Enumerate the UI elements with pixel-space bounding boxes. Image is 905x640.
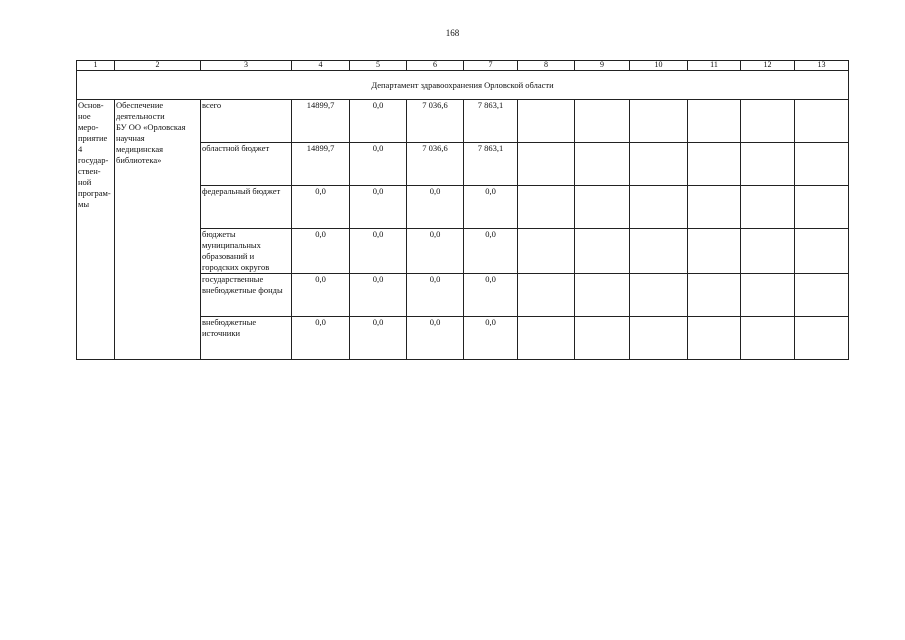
budget-table	[76, 60, 849, 360]
column-number: 9	[575, 61, 630, 71]
value-col4: 14899,7	[292, 143, 350, 186]
funding-source: федеральный бюджет	[201, 186, 292, 229]
activity-cell: Основ- ное меро- приятие 4 государ- ствен- ной програм- мы	[77, 100, 115, 360]
value-col5: 0,0	[350, 229, 407, 274]
value-col6: 7 036,6	[407, 100, 464, 143]
empty-cell	[741, 317, 795, 360]
column-number: 12	[741, 61, 795, 71]
empty-cell	[518, 186, 575, 229]
funding-source: бюджеты муниципальных образований и городских округов	[201, 229, 292, 274]
empty-cell	[795, 100, 849, 143]
empty-cell	[795, 274, 849, 317]
value-col4: 0,0	[292, 317, 350, 360]
value-col6: 0,0	[407, 274, 464, 317]
empty-cell	[688, 143, 741, 186]
empty-cell	[688, 100, 741, 143]
empty-cell	[630, 229, 688, 274]
empty-cell	[741, 229, 795, 274]
empty-cell	[688, 317, 741, 360]
empty-cell	[741, 186, 795, 229]
empty-cell	[518, 143, 575, 186]
empty-cell	[518, 229, 575, 274]
empty-cell	[575, 317, 630, 360]
column-number: 13	[795, 61, 849, 71]
value-col5: 0,0	[350, 186, 407, 229]
value-col6: 0,0	[407, 317, 464, 360]
empty-cell	[518, 274, 575, 317]
empty-cell	[575, 100, 630, 143]
value-col7: 7 863,1	[464, 143, 518, 186]
empty-cell	[575, 229, 630, 274]
table-row	[77, 100, 849, 143]
empty-cell	[518, 317, 575, 360]
empty-cell	[630, 274, 688, 317]
empty-cell	[795, 229, 849, 274]
empty-cell	[741, 143, 795, 186]
empty-cell	[630, 143, 688, 186]
funding-source: внебюджетные источники	[201, 317, 292, 360]
empty-cell	[630, 186, 688, 229]
column-number: 4	[292, 61, 350, 71]
value-col7: 0,0	[464, 229, 518, 274]
value-col7: 0,0	[464, 186, 518, 229]
empty-cell	[688, 186, 741, 229]
column-number: 11	[688, 61, 741, 71]
empty-cell	[741, 100, 795, 143]
column-number: 10	[630, 61, 688, 71]
funding-source: государственные внебюджетные фонды	[201, 274, 292, 317]
department-row	[77, 71, 849, 100]
value-col6: 0,0	[407, 229, 464, 274]
value-col4: 0,0	[292, 186, 350, 229]
funding-source: областной бюджет	[201, 143, 292, 186]
empty-cell	[795, 186, 849, 229]
column-number: 2	[115, 61, 201, 71]
value-col5: 0,0	[350, 317, 407, 360]
empty-cell	[518, 100, 575, 143]
value-col5: 0,0	[350, 100, 407, 143]
column-number: 5	[350, 61, 407, 71]
column-number: 8	[518, 61, 575, 71]
value-col7: 0,0	[464, 274, 518, 317]
empty-cell	[741, 274, 795, 317]
value-col7: 0,0	[464, 317, 518, 360]
column-number: 3	[201, 61, 292, 71]
value-col6: 7 036,6	[407, 143, 464, 186]
value-col4: 0,0	[292, 229, 350, 274]
department-title: Департамент здравоохранения Орловской области	[77, 71, 849, 100]
empty-cell	[688, 274, 741, 317]
empty-cell	[575, 186, 630, 229]
description-cell: Обеспечение деятельности БУ ОО «Орловская научная медицинская библиотека»	[115, 100, 201, 360]
value-col4: 14899,7	[292, 100, 350, 143]
column-number: 7	[464, 61, 518, 71]
empty-cell	[688, 229, 741, 274]
funding-source: всего	[201, 100, 292, 143]
value-col5: 0,0	[350, 143, 407, 186]
value-col4: 0,0	[292, 274, 350, 317]
value-col6: 0,0	[407, 186, 464, 229]
page-number: 168	[445, 28, 460, 38]
column-number: 1	[77, 61, 115, 71]
empty-cell	[630, 317, 688, 360]
empty-cell	[795, 143, 849, 186]
column-number-row	[77, 61, 849, 71]
empty-cell	[575, 274, 630, 317]
empty-cell	[795, 317, 849, 360]
empty-cell	[630, 100, 688, 143]
value-col7: 7 863,1	[464, 100, 518, 143]
empty-cell	[575, 143, 630, 186]
value-col5: 0,0	[350, 274, 407, 317]
column-number: 6	[407, 61, 464, 71]
